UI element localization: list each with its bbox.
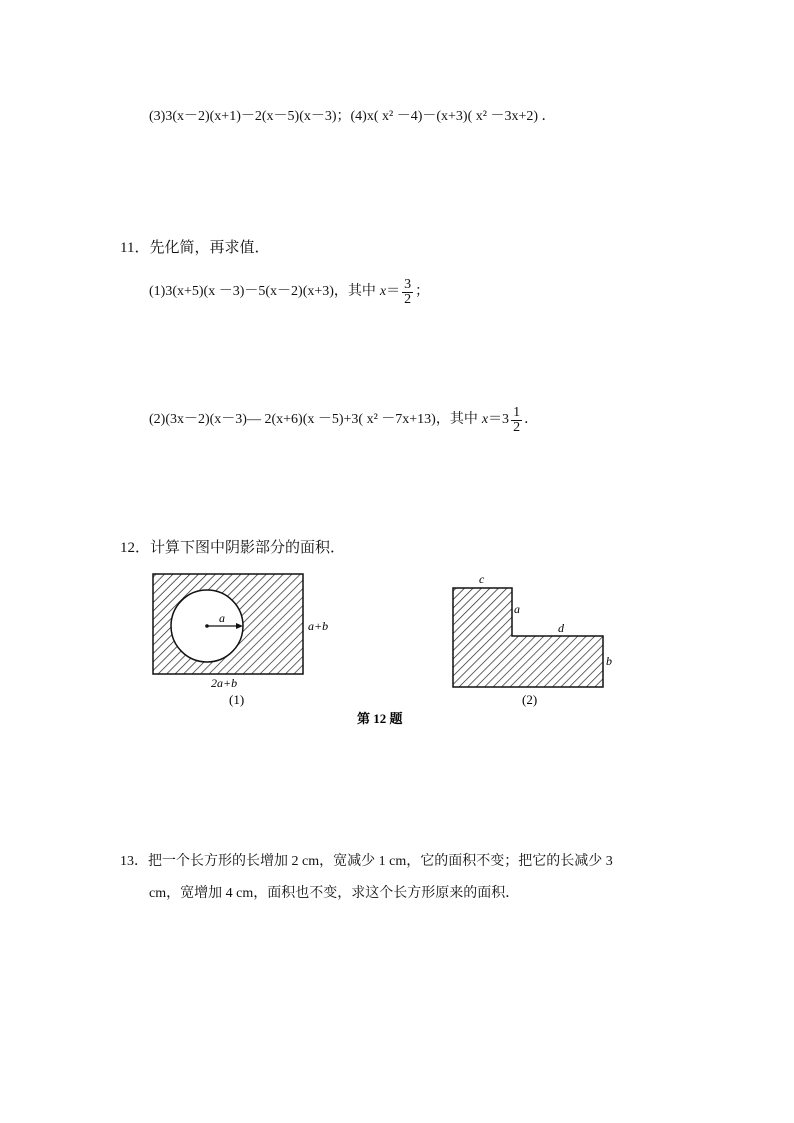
figure-2-l-shape [453, 572, 612, 707]
q11-part-2-fraction [511, 406, 522, 435]
q11-part-1-expression: (1)3(x+5)(x －3)－5(x－2)(x+3)，其中 [149, 284, 376, 299]
fraction-denominator: 2 [513, 419, 521, 435]
fraction-denominator: 2 [404, 291, 412, 307]
figure-1-radius-label: a [219, 611, 225, 625]
q11-part-2-equals: ＝3 [488, 412, 510, 427]
figure-1-rectangle-with-circle [153, 574, 328, 707]
q11-part-1-end: ； [415, 284, 430, 299]
q12-figures [0, 560, 794, 740]
figure-caption: 第 12 题 [357, 711, 403, 726]
q11-part-2-end: ． [524, 412, 539, 427]
figure-2-label-b: b [606, 654, 612, 668]
figure-2-label-c: c [479, 572, 485, 586]
q11-part-1-fraction [402, 278, 413, 307]
q11-part-2-expression: (2)(3x－2)(x－3)— 2(x+6)(x －5)+3( x² －7x+13)，其中 [149, 412, 478, 427]
figure-2-caption: (2) [522, 692, 538, 707]
q10-parts-3-4: (3)3(x－2)(x+1)－2(x－5)(x－3)；(4)x( x² －4)－(x+3)( x² －3x+2) ． [149, 109, 556, 124]
figure-1-caption: (1) [229, 692, 245, 707]
figure-2-label-a: a [514, 602, 520, 616]
q13-line-1: 13．把一个长方形的长增加 2 cm，宽减少 1 cm，它的面积不变；把它的长减少 3 [120, 854, 613, 869]
figure-1-center-dot [205, 624, 209, 628]
figure-1-side-label: a+b [308, 619, 329, 633]
q11-part-1-variable: x [379, 284, 387, 299]
figure-2-label-d: d [558, 621, 564, 635]
q11-part-1-equals: ＝ [386, 284, 401, 299]
q11-part-2-variable: x [481, 412, 489, 427]
figure-1-bottom-label: 2a+b [211, 676, 238, 690]
figure-2-shaded-l-shape [453, 588, 603, 687]
q11-heading: 11．先化简，再求值． [120, 240, 270, 256]
q11-part-1 [149, 274, 429, 310]
q11-part-2 [149, 402, 538, 438]
fraction-numerator: 3 [404, 276, 412, 292]
q12-heading: 12．计算下图中阴影部分的面积． [120, 540, 346, 556]
q13-line-2: cm，宽增加 4 cm，面积也不变，求这个长方形原来的面积． [149, 886, 520, 901]
fraction-numerator: 1 [513, 404, 521, 420]
